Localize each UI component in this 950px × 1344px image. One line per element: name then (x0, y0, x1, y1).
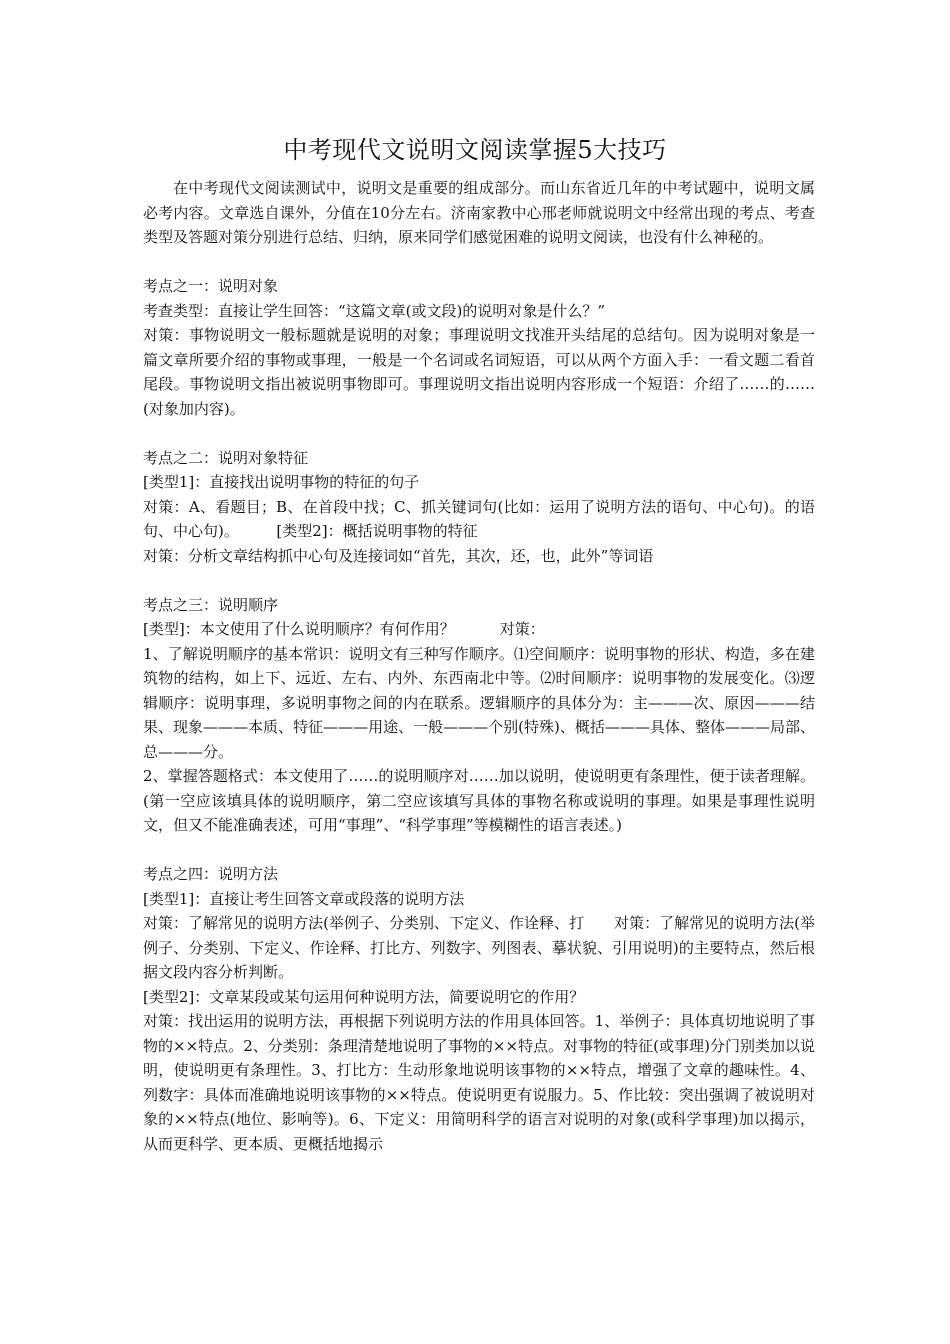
body-paragraph: [类型1]：直接让考生回答文章或段落的说明方法 (143, 889, 465, 908)
spacer (143, 838, 815, 863)
section-heading: 考点之三：说明顺序 (143, 595, 279, 614)
body-paragraph: [类型]：本文使用了什么说明顺序？有何作用？ 对策： (143, 620, 545, 638)
document-body (143, 176, 815, 1156)
spacer (143, 421, 815, 446)
spacer (143, 250, 815, 275)
section-heading: 考点之四：说明方法 (143, 865, 279, 883)
body-paragraph: 对策：事物说明文一般标题就是说明的对象；事理说明文找准开头结尾的总结句。因为说明对象是一篇文章所要介绍的事物或事理，一般是一个名词或名词短语，可以从两个方面入手：一看文题二看首尾段。事物说明文指出被说明事物即可。事理说明文指出说明内容形成一个短语：介绍了……的……(对象加内容)。 (143, 326, 815, 418)
body-paragraph: 对策：A、看题目；B、在首段中找；C、抓关键词句(比如：运用了说明方法的语句、中心句)。的语句、中心句)。 [类型2]：概括说明事物的特征 (143, 497, 815, 540)
spacer (143, 568, 815, 593)
section-heading: 考点之二：说明对象特征 (143, 448, 309, 467)
body-paragraph: 考查类型：直接让学生回答：“这篇文章(或文段)的说明对象是什么？” (143, 301, 606, 320)
body-paragraph: 对策：了解常见的说明方法(举例子、分类别、下定义、作诠释、打 对策：了解常见的说明方法(举例子、分类别、下定义、作诠释、打比方、列数字、列图表、摹状貌、引用说明)的主要特点，然后根据文段内容分析判断。 (143, 914, 815, 981)
intro-paragraph: 在中考现代文阅读测试中，说明文是重要的组成部分。而山东省近几年的中考试题中，说明文属必考内容。文章选自课外，分值在10分左右。济南家教中心邢老师就说明文中经常出现的考点、考查类型及答题对策分别进行总结、归纳，原来同学们感觉困难的说明文阅读，也没有什么神秘的。 (143, 179, 815, 246)
body-paragraph: 对策：找出运用的说明方法，再根据下列说明方法的作用具体回答。1、举例子：具体真切地说明了事物的××特点。2、分类别：条理清楚地说明了事物的××特点。对事物的特征(或事理)分门别类加以说明，使说明更有条理性。3、打比方：生动形象地说明该事物的××特点，增强了文章的趣味性。4、列数字：具体而准确地说明该事物的××特点。使说明更有说服力。5、作比较：突出强调了被说明对象的××特点(地位、影响等)。6、下定义：用简明科学的语言对说明的对象(或科学事理)加以揭示，从而更科学、更本质、更概括地揭示 (143, 1012, 815, 1153)
body-paragraph: [类型2]：文章某段或某句运用何种说明方法，简要说明它的作用？ (143, 987, 585, 1006)
section-heading: 考点之一：说明对象 (143, 277, 279, 295)
body-paragraph: [类型1]：直接找出说明事物的特征的句子 (143, 473, 420, 491)
body-paragraph: 1、了解说明顺序的基本常识：说明文有三种写作顺序。⑴空间顺序：说明事物的形状、构造，多在建筑物的结构，如上下、远近、左右、内外、东西南北中等。⑵时间顺序：说明事物的发展变化。⑶逻辑顺序：说明事理，多说明事物之间的内在联系。逻辑顺序的具体分为：主———次、原因———结果、现象———本质、特征———用途、一般———个别(特殊)、概括———具体、整体———局部、总———分。 (143, 644, 815, 761)
body-paragraph: 对策：分析文章结构抓中心句及连接词如“首先，其次，还，也，此外”等词语 (143, 546, 654, 565)
body-paragraph: 2、掌握答题格式：本文使用了……的说明顺序对……加以说明，使说明更有条理性，便于读者理解。(第一空应该填具体的说明顺序，第二空应该填写具体的事物名称或说明的事理。如果是事理性说明文，但又不能准确表述，可用“事理”、“科学事理”等模糊性的语言表述。) (143, 767, 815, 834)
document-title: 中考现代文说明文阅读掌握5大技巧 (283, 136, 667, 164)
